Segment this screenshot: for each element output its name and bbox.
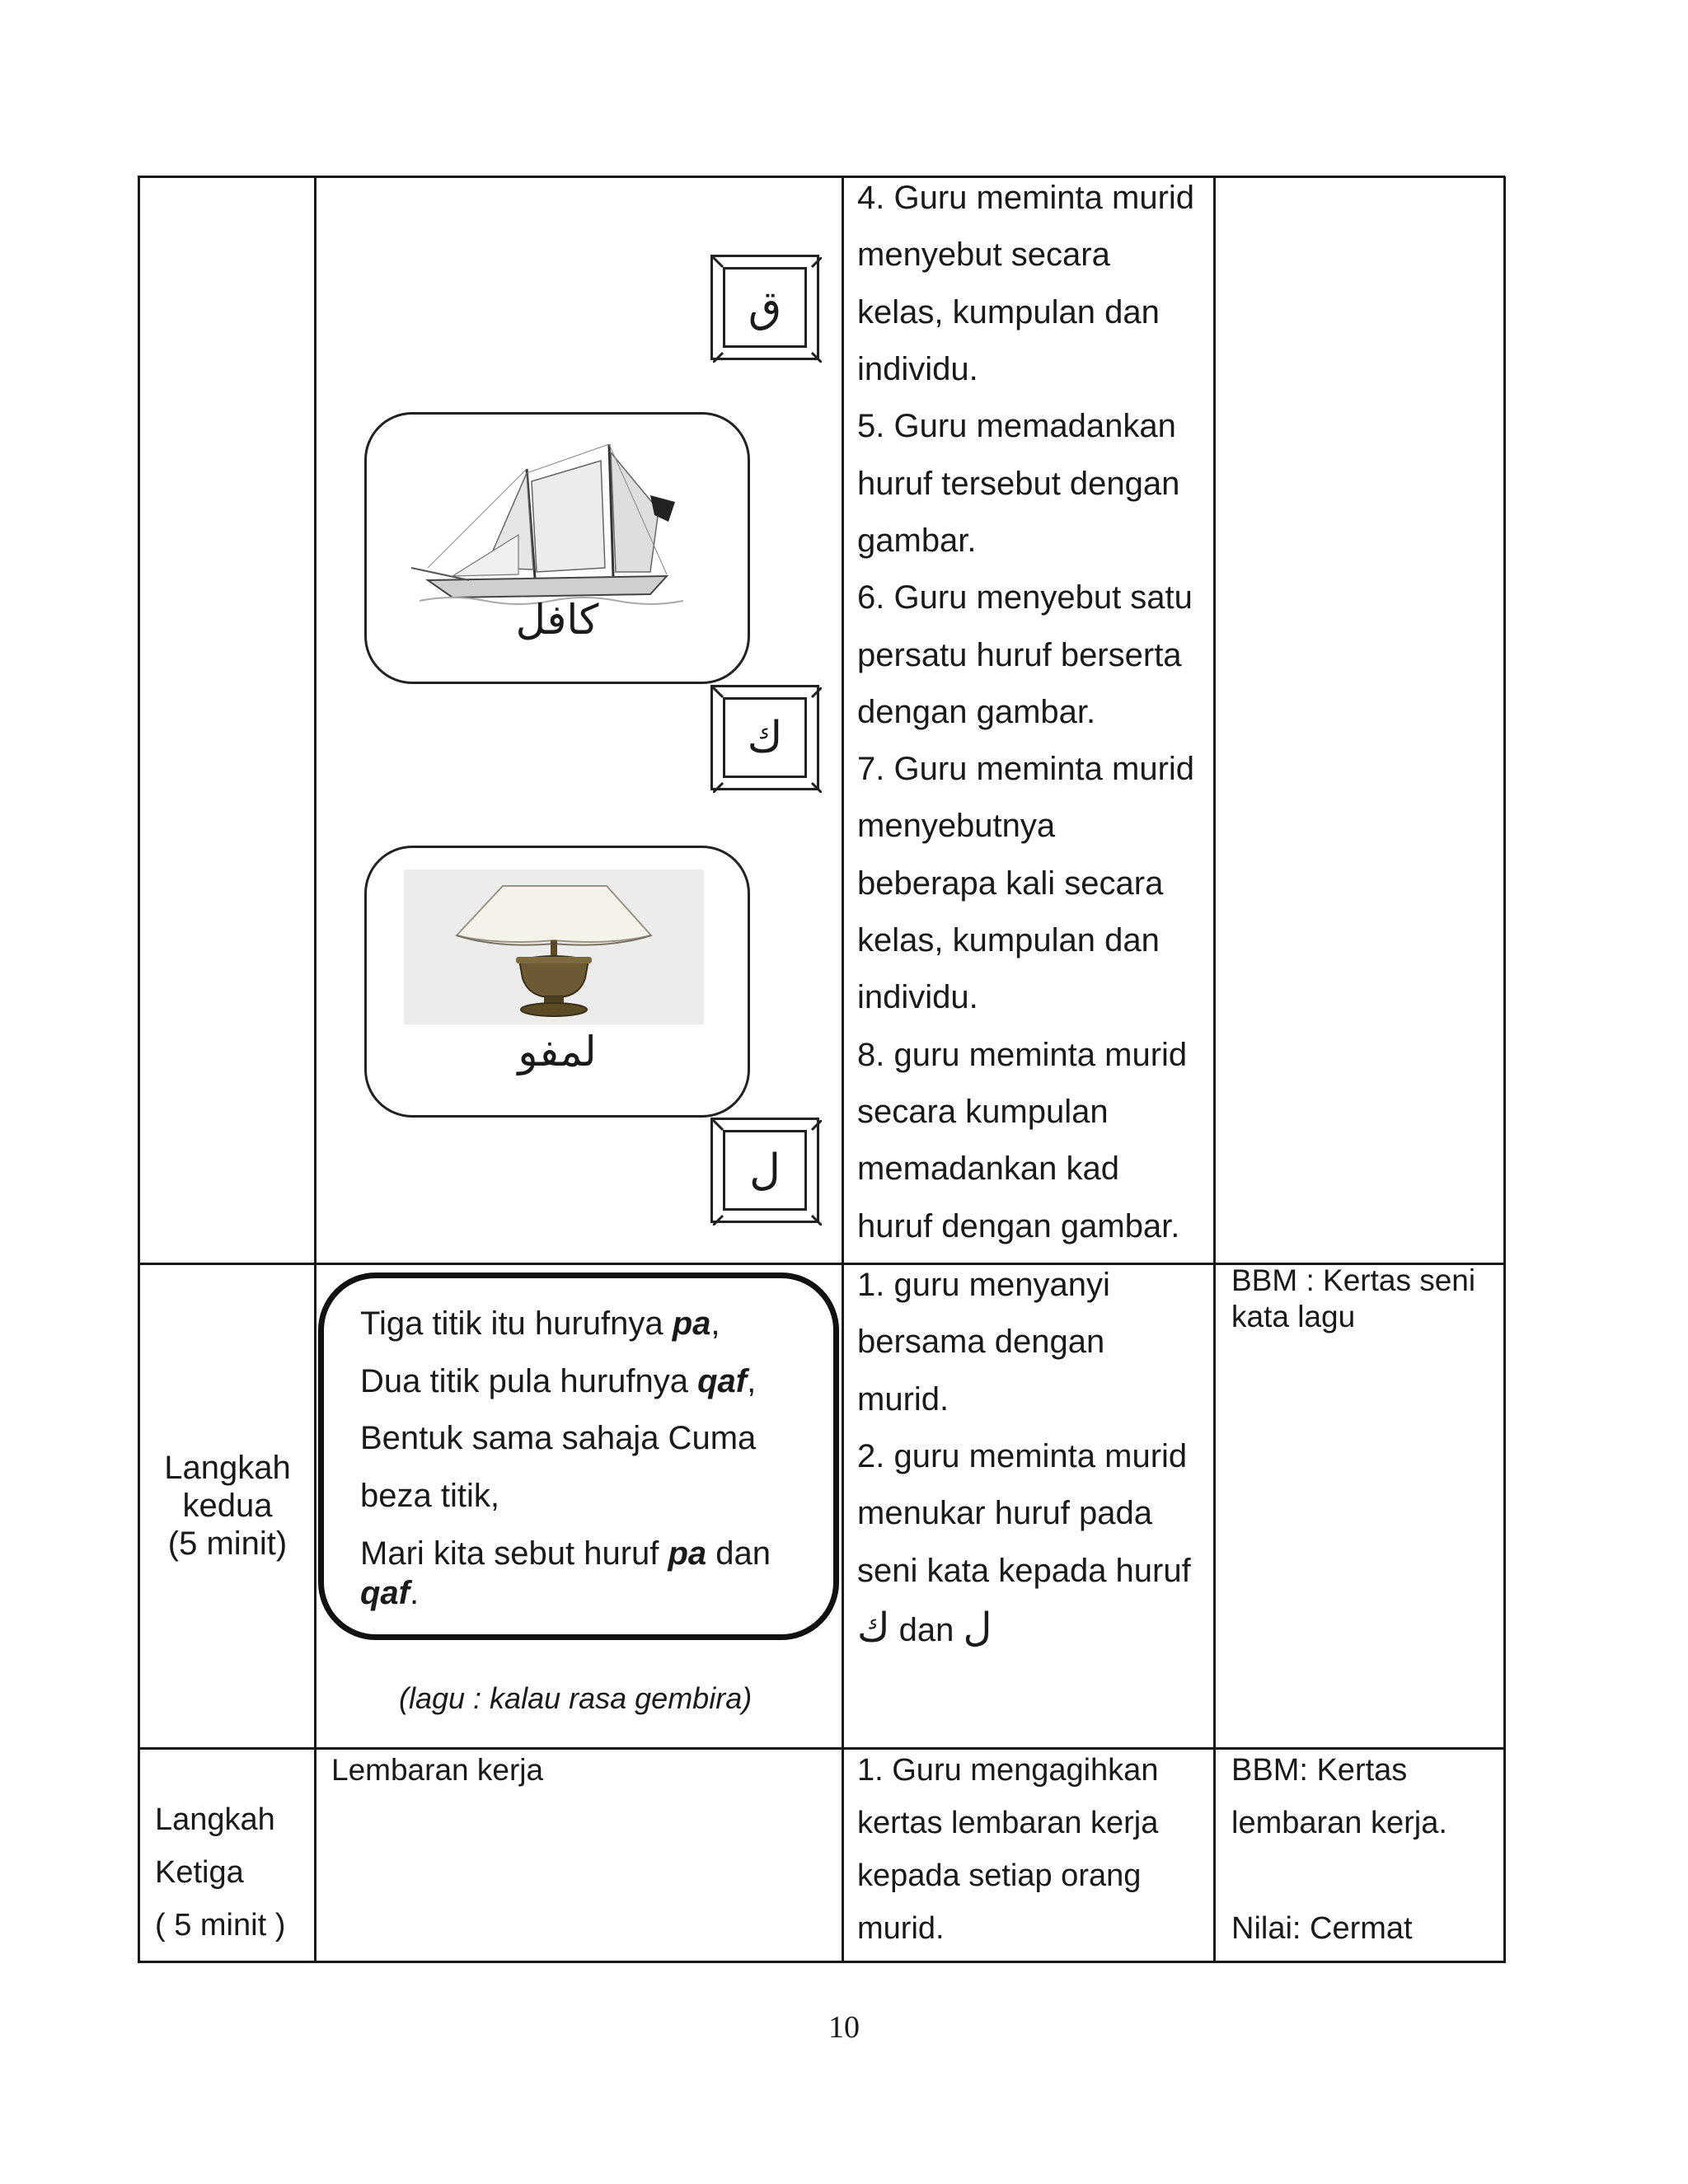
table-lamp-image bbox=[404, 869, 704, 1024]
song-text: dan bbox=[706, 1535, 771, 1572]
song-line-5 bbox=[360, 1535, 771, 1572]
step-line-arabic bbox=[857, 1599, 992, 1659]
song-text: Tiga titik itu hurufnya bbox=[360, 1305, 673, 1342]
song-text: . bbox=[410, 1575, 420, 1611]
kaf-letter: ك bbox=[747, 713, 783, 762]
step3-label-line: Ketiga bbox=[155, 1855, 244, 1890]
row3-bbm bbox=[1231, 1744, 1447, 1849]
step-line: kertas lembaran kerja bbox=[857, 1806, 1159, 1840]
ship-picture-card bbox=[364, 412, 750, 684]
lam-inline: ل bbox=[963, 1605, 992, 1651]
step2-label-line: kedua bbox=[182, 1488, 273, 1524]
table-bottom-border bbox=[138, 1961, 1505, 1963]
column-divider-2 bbox=[842, 176, 844, 1963]
kaf-letter-card bbox=[710, 685, 819, 790]
song-line-4: beza titik, bbox=[360, 1478, 499, 1514]
step-line: 2. guru meminta murid bbox=[857, 1438, 1188, 1474]
sailing-ship-image bbox=[403, 436, 716, 617]
step-line: gambar. bbox=[857, 523, 977, 559]
step-line: 7. Guru meminta murid bbox=[857, 751, 1195, 787]
column-divider-3 bbox=[1213, 176, 1216, 1963]
step-line: 8. guru meminta murid bbox=[857, 1037, 1188, 1073]
qaf-letter: ق bbox=[748, 283, 782, 332]
step2-label-line: Langkah bbox=[164, 1450, 291, 1486]
step-line: persatu huruf berserta bbox=[857, 637, 1182, 673]
table-top-border bbox=[138, 176, 1505, 178]
step-line: 1. Guru mengagihkan bbox=[857, 1753, 1159, 1788]
song-line-2 bbox=[360, 1362, 756, 1400]
lam-letter-card bbox=[710, 1118, 819, 1223]
step-line: menyebut secara bbox=[857, 237, 1110, 273]
song-line-1 bbox=[360, 1305, 720, 1343]
step-line: menukar huruf pada bbox=[857, 1495, 1153, 1531]
step3-label-line: Langkah bbox=[155, 1802, 275, 1837]
lamp-word: لمفو bbox=[518, 1028, 597, 1076]
song-emphasis: pa bbox=[668, 1535, 707, 1572]
step-line: murid. bbox=[857, 1911, 945, 1946]
step-line: memadankan kad bbox=[857, 1151, 1119, 1187]
qaf-letter-card bbox=[710, 255, 819, 360]
step-line: menyebutnya bbox=[857, 808, 1056, 844]
song-text: , bbox=[710, 1305, 720, 1342]
worksheet-material: Lembaran kerja bbox=[331, 1753, 544, 1787]
step-line: murid. bbox=[857, 1381, 950, 1418]
step-line: kelas, kumpulan dan bbox=[857, 294, 1160, 330]
column-divider-1 bbox=[314, 176, 316, 1963]
bbm-line: lembaran kerja. bbox=[1231, 1806, 1447, 1840]
row2-bbm bbox=[1231, 1263, 1475, 1335]
lam-letter: ل bbox=[749, 1146, 781, 1195]
step-line: 1. guru menyanyi bbox=[857, 1267, 1110, 1303]
step2-label-line: (5 minit) bbox=[167, 1526, 288, 1562]
song-text: Dua titik pula hurufnya bbox=[360, 1363, 698, 1399]
lamp-picture-card bbox=[364, 846, 750, 1118]
step-line: individu. bbox=[857, 351, 978, 387]
table-left-border bbox=[138, 176, 140, 1963]
song-text: Mari kita sebut huruf bbox=[360, 1535, 668, 1572]
step3-label-line: ( 5 minit ) bbox=[155, 1908, 286, 1943]
step-line: 5. Guru memadankan bbox=[857, 408, 1176, 444]
step-line: secara kumpulan bbox=[857, 1094, 1109, 1130]
step-line: beberapa kali secara bbox=[857, 865, 1164, 902]
song-line-6 bbox=[360, 1574, 419, 1612]
connector-text: dan bbox=[889, 1612, 964, 1648]
step-line: individu. bbox=[857, 979, 978, 1015]
page-number: 10 bbox=[828, 2010, 860, 2045]
song-line-3: Bentuk sama sahaja Cuma bbox=[360, 1420, 757, 1456]
song-text: , bbox=[747, 1363, 757, 1399]
step-line: kepada setiap orang bbox=[857, 1858, 1142, 1893]
row3-steps bbox=[857, 1744, 1158, 1955]
step-line: 4. Guru meminta murid bbox=[857, 180, 1195, 216]
song-emphasis: pa bbox=[672, 1305, 711, 1342]
bbm-line: kata lagu bbox=[1231, 1300, 1356, 1333]
song-emphasis: qaf bbox=[360, 1575, 410, 1611]
step-line: bersama dengan bbox=[857, 1324, 1105, 1360]
step3-label bbox=[155, 1793, 285, 1952]
bbm-line: BBM : Kertas seni bbox=[1231, 1263, 1476, 1297]
bbm-line: BBM: Kertas bbox=[1231, 1753, 1408, 1788]
row3-value: Nilai: Cermat bbox=[1231, 1911, 1413, 1946]
step-line: huruf dengan gambar. bbox=[857, 1208, 1180, 1244]
song-caption: (lagu : kalau rasa gembira) bbox=[399, 1681, 753, 1715]
step-line: huruf tersebut dengan bbox=[857, 466, 1180, 502]
step2-label bbox=[140, 1449, 315, 1563]
table-right-border bbox=[1503, 176, 1506, 1963]
step-line: dengan gambar. bbox=[857, 694, 1096, 730]
song-emphasis: qaf bbox=[697, 1363, 748, 1399]
kaf-inline: ك bbox=[857, 1605, 890, 1651]
ship-word: كافل bbox=[515, 596, 599, 644]
step-line: 6. Guru menyebut satu bbox=[857, 579, 1193, 616]
step-line: kelas, kumpulan dan bbox=[857, 922, 1160, 958]
step-line: seni kata kepada huruf bbox=[857, 1553, 1191, 1589]
